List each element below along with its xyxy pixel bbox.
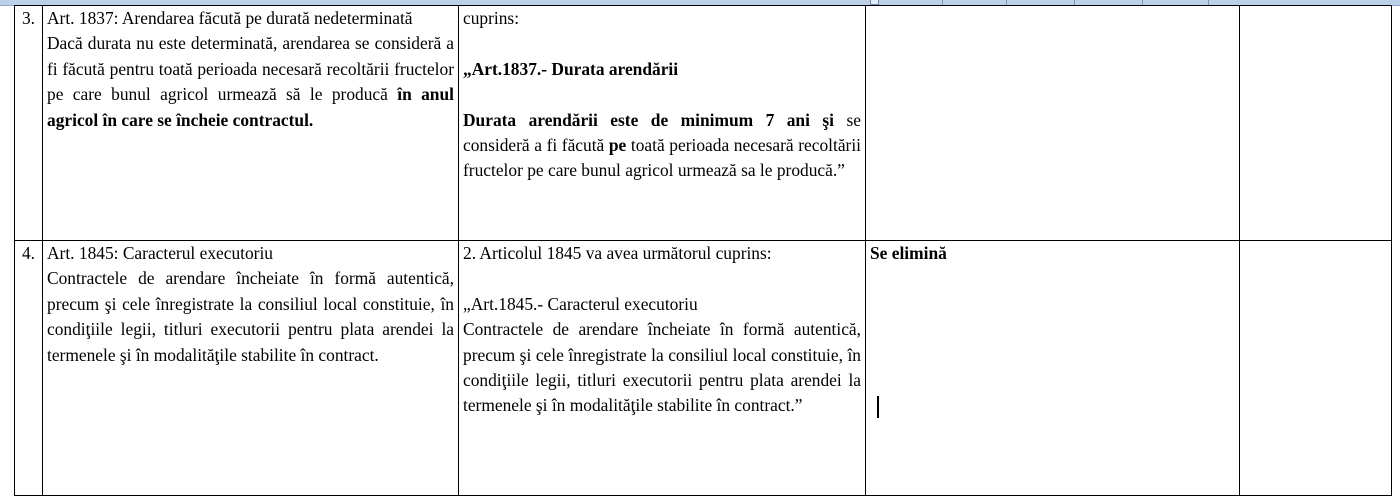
proposed-article-title: „Art.1845.- Caracterul executoriu — [463, 293, 698, 314]
proposed-intro: 2. Articolul 1845 va avea următorul cuprins: — [463, 243, 772, 263]
text-cursor — [877, 396, 879, 418]
article-body — [47, 31, 454, 133]
amendment-cell[interactable] — [866, 6, 1240, 241]
proposed-body-text: se consideră a fi făcută — [463, 109, 861, 155]
article-title: Art. 1845: Caracterul executoriu — [47, 243, 273, 263]
proposed-intro: cuprins: — [463, 8, 520, 28]
article-body-bold: în anul agricol în care se încheie contractul. — [47, 84, 454, 130]
current-text-cell[interactable] — [43, 6, 459, 241]
table-row — [15, 6, 1392, 241]
amendment-text: Se elimină — [870, 243, 947, 263]
proposed-body-bold-2: şi — [822, 109, 835, 130]
blank-line — [463, 82, 861, 107]
article-body: Contractele de arendare încheiate în formă autentică, precum şi cele înregistrate la consiliul local constituie, în condiţiile legii, titluri executorii pentru plata arendei la termenele şi în modalităţile stabilite în contract. — [47, 268, 454, 365]
proposed-article-body: Contractele de arendare încheiate în formă autentică, precum şi cele înregistrate la consiliul local constituie, în condiţiile legii, titluri executorii pentru plata arendei la termenele şi în modalităţile stabilite în contract.” — [463, 319, 861, 416]
proposed-text-cell[interactable] — [459, 241, 866, 496]
proposed-article-title — [463, 57, 861, 82]
article-title: Art. 1837: Arendarea făcută pe durată nedeterminată — [47, 8, 413, 28]
proposed-article-body — [463, 108, 861, 184]
row-number: 3. — [15, 6, 43, 241]
blank-line — [463, 31, 861, 56]
row-number: 4. — [15, 241, 43, 496]
notes-cell[interactable] — [1240, 241, 1392, 496]
proposed-body-bold: Durata arendării este de minimum 7 ani — [463, 109, 810, 130]
proposed-text-cell[interactable] — [459, 6, 866, 241]
proposed-title-bold: „Art.1837.- Durata arendării — [463, 58, 679, 79]
proposed-body-text-2: toată perioada necesară recoltării fructelor pe care bunul agricol urmează sa le producă.” — [463, 135, 861, 181]
blank-line — [463, 266, 861, 291]
notes-cell[interactable] — [1240, 6, 1392, 241]
comparison-table — [14, 5, 1392, 496]
current-text-cell[interactable] — [43, 241, 459, 496]
table-row — [15, 241, 1392, 496]
article-body-text: Dacă durata nu este determinată, arendarea se consideră a fi făcută pentru toată perioada necesară recoltării fructelor pe care bunul agricol urmează să le producă — [47, 33, 454, 105]
proposed-body-bold-3: pe — [608, 135, 627, 155]
amendment-cell[interactable] — [866, 241, 1240, 496]
